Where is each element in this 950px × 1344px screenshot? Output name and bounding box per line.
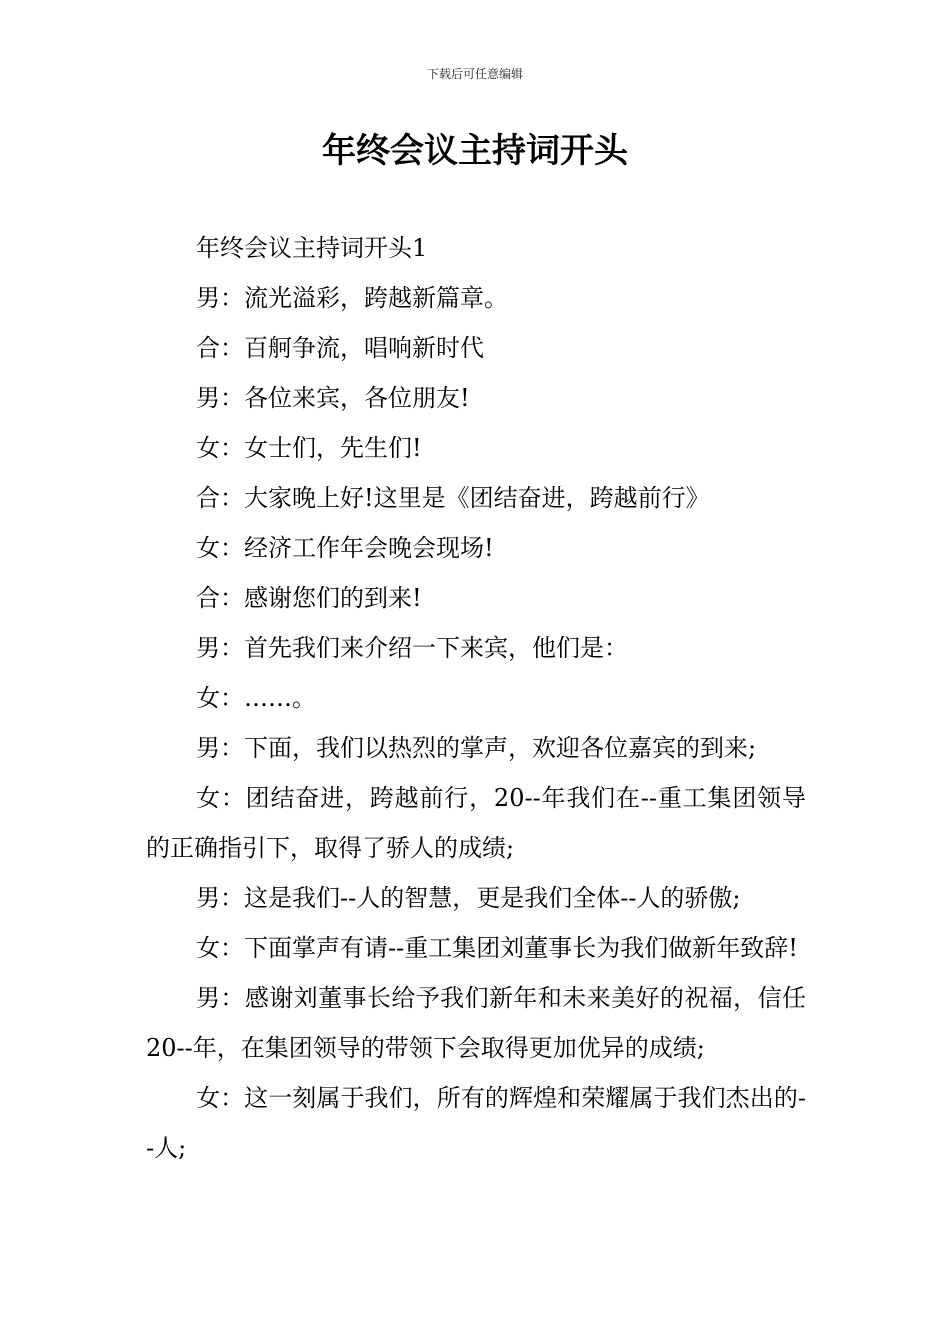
document-body xyxy=(146,223,806,1173)
paragraph: 男：各位来宾，各位朋友! xyxy=(196,384,470,412)
document-title: 年终会议主持词开头 xyxy=(322,131,628,171)
header-note: 下载后可任意编辑 xyxy=(426,67,523,81)
paragraph: 女：……。 xyxy=(196,684,316,712)
paragraph: 男：流光溢彩，跨越新篇章。 xyxy=(196,284,508,312)
paragraph: 女：下面掌声有请--重工集团刘董事长为我们做新年致辞! xyxy=(196,934,798,962)
paragraph: 女：这一刻属于我们，所有的辉煌和荣耀属于我们杰出的--人; xyxy=(146,1084,806,1162)
paragraph: 男：下面，我们以热烈的掌声，欢迎各位嘉宾的到来; xyxy=(196,734,757,762)
paragraph-section-heading: 年终会议主持词开头1 xyxy=(196,234,428,262)
paragraph: 男：这是我们--人的智慧，更是我们全体--人的骄傲; xyxy=(196,884,741,912)
paragraph: 合：大家晚上好!这里是《团结奋进，跨越前行》 xyxy=(196,484,710,512)
paragraph: 合：百舸争流，唱响新时代 xyxy=(196,334,484,362)
paragraph: 男：感谢刘董事长给予我们新年和未来美好的祝福，信任20--年，在集团领导的带领下会取得更加优异的成绩; xyxy=(146,984,806,1062)
paragraph: 合：感谢您们的到来! xyxy=(196,584,422,612)
paragraph: 女：团结奋进，跨越前行，20--年我们在--重工集团领导的正确指引下，取得了骄人的成绩; xyxy=(146,784,806,862)
paragraph: 男：首先我们来介绍一下来宾，他们是： xyxy=(196,634,628,662)
paragraph: 女：经济工作年会晚会现场! xyxy=(196,534,494,562)
paragraph: 女：女士们，先生们! xyxy=(196,434,422,462)
